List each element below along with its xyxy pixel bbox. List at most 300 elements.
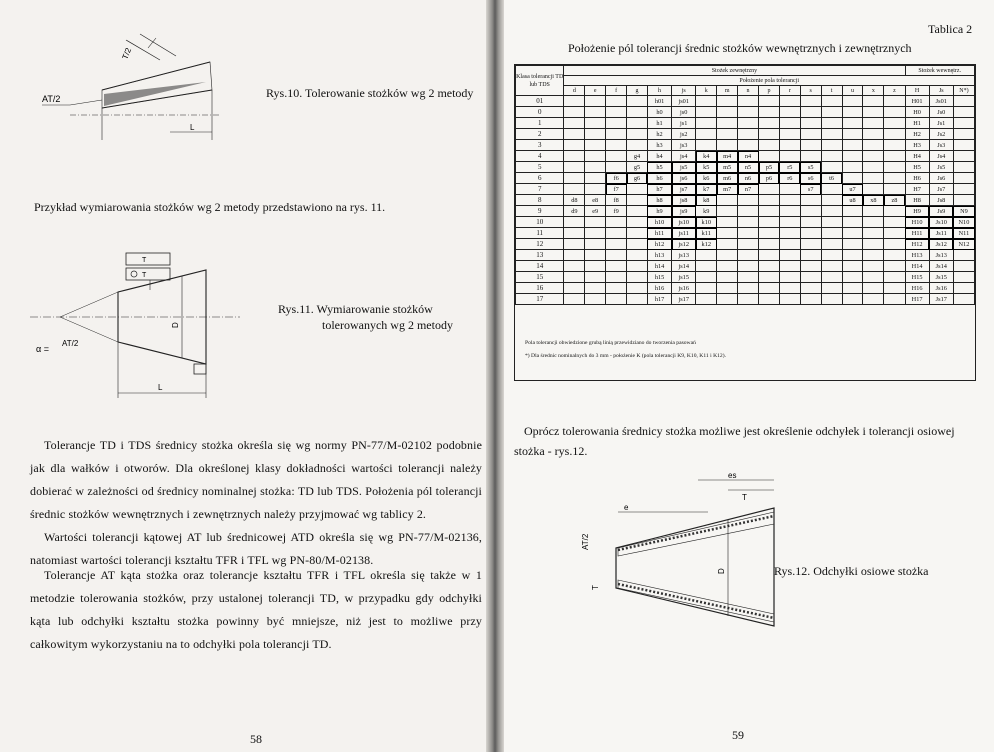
- table-cell: [627, 107, 648, 118]
- table-cell: n5: [738, 162, 759, 173]
- table-col-header: r: [779, 86, 800, 96]
- table-cell: [953, 162, 974, 173]
- table-cell: [821, 118, 842, 129]
- book-gutter: [486, 0, 504, 752]
- table-cell: k7: [696, 184, 717, 195]
- table-cell: [564, 173, 585, 184]
- table-cell: [863, 173, 884, 184]
- table-cell: m6: [717, 173, 738, 184]
- table-cell: N10: [953, 217, 974, 228]
- table-row: [516, 217, 975, 228]
- table-cell: [953, 261, 974, 272]
- table-cell: h17: [647, 294, 671, 305]
- table-cell: [779, 140, 800, 151]
- table-cell: r5: [779, 162, 800, 173]
- table-cell: [627, 118, 648, 129]
- table-cell: js16: [672, 283, 696, 294]
- table-cell: [717, 239, 738, 250]
- table-cell: h11: [647, 228, 671, 239]
- table-cell: n4: [738, 151, 759, 162]
- table-cell: [821, 239, 842, 250]
- table-cell: [585, 294, 606, 305]
- table-cell: [564, 217, 585, 228]
- fig10-caption: Rys.10. Tolerowanie stożków wg 2 metody: [266, 86, 474, 100]
- table-cell: [585, 217, 606, 228]
- table-cell: t6: [821, 173, 842, 184]
- table-cell: [627, 184, 648, 195]
- table-cell: Js14: [929, 261, 953, 272]
- right-page: [498, 0, 994, 752]
- fig12-ei-label: e: [624, 503, 629, 512]
- table-cell: [863, 228, 884, 239]
- table-cell: [863, 129, 884, 140]
- page-number-left: 58: [250, 732, 262, 746]
- table-cell: N12: [953, 239, 974, 250]
- table-cell: [863, 96, 884, 107]
- table-cell: p6: [759, 173, 780, 184]
- table-cell: H4: [905, 151, 929, 162]
- table-cell: [821, 129, 842, 140]
- table-cell: [800, 283, 821, 294]
- table-cell: h0: [647, 107, 671, 118]
- table-cell: [953, 173, 974, 184]
- table-cell: [953, 294, 974, 305]
- table-cell: [779, 272, 800, 283]
- table-cell: [717, 195, 738, 206]
- table-cell: [717, 129, 738, 140]
- table-cell: [759, 250, 780, 261]
- table-cell: [627, 261, 648, 272]
- fig12-tze-label: T: [742, 493, 747, 502]
- table-cell: [884, 184, 905, 195]
- table-cell: e9: [585, 206, 606, 217]
- table-cell: [953, 118, 974, 129]
- table-row: [516, 239, 975, 250]
- table-cell: H3: [905, 140, 929, 151]
- table-cell: [696, 250, 717, 261]
- table-cell: [627, 217, 648, 228]
- table-cell: [564, 272, 585, 283]
- paragraph-2: Wartości tolerancji kątowej AT lub średnicowej ATD określa się wg PN-77/M-02136, natomiast wartości tolerancji kształtu TFR i TFL wg PN-80/M-02138.: [30, 530, 482, 567]
- table-row-klasa: 16: [516, 283, 564, 294]
- table-cell: [759, 129, 780, 140]
- fig12-tz-label: T: [591, 585, 600, 590]
- table-frame: [514, 64, 976, 381]
- table-row: [516, 228, 975, 239]
- fig11-d-label: D: [171, 322, 180, 328]
- table-cell: H8: [905, 195, 929, 206]
- table-cell: u8: [842, 195, 863, 206]
- table-cell: [759, 283, 780, 294]
- table-cell: [759, 261, 780, 272]
- table-cell: h13: [647, 250, 671, 261]
- table-row-klasa: 4: [516, 151, 564, 162]
- table-cell: h1: [647, 118, 671, 129]
- table-cell: d8: [564, 195, 585, 206]
- table-cell: H13: [905, 250, 929, 261]
- fig10-t-half-label: T/2: [120, 46, 134, 61]
- table-col-header: s: [800, 86, 821, 96]
- table-cell: [585, 118, 606, 129]
- table-cell: Js13: [929, 250, 953, 261]
- table-cell: [627, 195, 648, 206]
- table-cell: [953, 184, 974, 195]
- table-cell: [842, 250, 863, 261]
- table-cell: [884, 129, 905, 140]
- table-cell: [800, 140, 821, 151]
- table-cell: js13: [672, 250, 696, 261]
- table-cell: [606, 118, 627, 129]
- table-cell: h01: [647, 96, 671, 107]
- table-cell: [759, 206, 780, 217]
- table-row: [516, 283, 975, 294]
- table-row-klasa: 17: [516, 294, 564, 305]
- left-page: [0, 0, 496, 752]
- fig12-d-label: D: [717, 568, 726, 574]
- table-cell: [842, 294, 863, 305]
- table-cell: [821, 294, 842, 305]
- table-row: [516, 206, 975, 217]
- table-row: [516, 140, 975, 151]
- table-cell: [585, 151, 606, 162]
- table-cell: [884, 162, 905, 173]
- table-cell: [564, 107, 585, 118]
- table-cell: [779, 151, 800, 162]
- table-row: [516, 162, 975, 173]
- table-cell: [800, 151, 821, 162]
- table-cell: [842, 173, 863, 184]
- table-cell: [717, 250, 738, 261]
- table-cell: [738, 206, 759, 217]
- table-row: [516, 107, 975, 118]
- table-cell: [842, 272, 863, 283]
- table-cell: [564, 228, 585, 239]
- table-cell: [842, 129, 863, 140]
- table-cell: [842, 107, 863, 118]
- table-cell: H10: [905, 217, 929, 228]
- table-cell: [800, 272, 821, 283]
- table-cell: [717, 283, 738, 294]
- table-cell: [800, 217, 821, 228]
- table-cell: e8: [585, 195, 606, 206]
- table-cell: [606, 283, 627, 294]
- table-cell: [821, 162, 842, 173]
- fig11-caption-line2: tolerowanych wg 2 metody: [322, 318, 453, 332]
- table-cell: [696, 118, 717, 129]
- table-cell: [863, 162, 884, 173]
- table-subheader: Położenie pola tolerancji: [564, 76, 975, 86]
- table-cell: H11: [905, 228, 929, 239]
- table-cell: h8: [647, 195, 671, 206]
- table-cell: [627, 250, 648, 261]
- table-cell: [627, 140, 648, 151]
- fig11-frame1-label: T: [142, 257, 147, 264]
- table-cell: [821, 206, 842, 217]
- table-cell: [585, 140, 606, 151]
- table-cell: [696, 140, 717, 151]
- table-cell: H1: [905, 118, 929, 129]
- table-cell: [585, 239, 606, 250]
- table-cell: Js15: [929, 272, 953, 283]
- table-cell: [759, 217, 780, 228]
- table-cell: [606, 162, 627, 173]
- table-cell: [738, 107, 759, 118]
- table-cell: [585, 129, 606, 140]
- table-cell: [779, 184, 800, 195]
- table-cell: [759, 96, 780, 107]
- table-cell: H2: [905, 129, 929, 140]
- table-cell: [863, 283, 884, 294]
- table-cell: [585, 261, 606, 272]
- table-title: Położenie pól tolerancji średnic stożków wewnętrznych i zewnętrznych: [568, 41, 912, 55]
- table-cell: [627, 239, 648, 250]
- table-cell: [564, 151, 585, 162]
- table-cell: k8: [696, 195, 717, 206]
- table-cell: js01: [672, 96, 696, 107]
- table-col-header: x: [863, 86, 884, 96]
- table-cell: [842, 96, 863, 107]
- tolerance-table: [515, 65, 975, 305]
- table-cell: [863, 151, 884, 162]
- page-number-right: 59: [732, 728, 744, 742]
- fig12-at-label: AT/2: [581, 533, 590, 550]
- table-cell: Js11: [929, 228, 953, 239]
- table-cell: [779, 283, 800, 294]
- table-row-klasa: 14: [516, 261, 564, 272]
- table-col-header: H: [905, 86, 929, 96]
- table-cell: js7: [672, 184, 696, 195]
- table-cell: h2: [647, 129, 671, 140]
- table-col-header: N*): [953, 86, 974, 96]
- table-cell: [738, 261, 759, 272]
- table-cell: Js3: [929, 140, 953, 151]
- table-cell: [779, 294, 800, 305]
- table-cell: h12: [647, 239, 671, 250]
- table-cell: [696, 272, 717, 283]
- table-row-klasa: 13: [516, 250, 564, 261]
- table-row: [516, 173, 975, 184]
- table-cell: [606, 107, 627, 118]
- table-cell: [821, 283, 842, 294]
- table-cell: [759, 294, 780, 305]
- table-cell: [800, 118, 821, 129]
- table-cell: [606, 239, 627, 250]
- table-cell: [821, 217, 842, 228]
- table-cell: N11: [953, 228, 974, 239]
- table-cell: js10: [672, 217, 696, 228]
- table-cell: [800, 250, 821, 261]
- table-row-klasa: 12: [516, 239, 564, 250]
- table-cell: [863, 261, 884, 272]
- table-cell: g5: [627, 162, 648, 173]
- paragraph-3: Tolerancje AT kąta stożka oraz tolerancje kształtu TFR i TFL określa się także w 1 metodzie tolerowania stożków, przy ustalonej tolerancji TD, w przypadku gdy odchyłki kąta lub odchyłki kształtu stożka powinny być mniejsze, niż jest to możliwe przy całkowitym wykorzystaniu na to odchyłki pola tolerancji TD.: [30, 568, 482, 651]
- table-cell: [564, 140, 585, 151]
- table-cell: [738, 228, 759, 239]
- table-row: [516, 118, 975, 129]
- table-cell: [821, 184, 842, 195]
- table-cell: [759, 272, 780, 283]
- table-cell: [717, 272, 738, 283]
- table-cell: h7: [647, 184, 671, 195]
- table-row: [516, 250, 975, 261]
- table-cell: [863, 272, 884, 283]
- fig10-at-label: AT/2: [42, 94, 61, 104]
- table-cell: Js1: [929, 118, 953, 129]
- table-cell: [884, 294, 905, 305]
- table-cell: [717, 118, 738, 129]
- fig11-frame2-label: T: [142, 272, 147, 279]
- fig12-caption: Rys.12. Odchyłki osiowe stożka: [774, 564, 929, 578]
- table-cell: [627, 294, 648, 305]
- table-cell: [717, 107, 738, 118]
- table-cell: [953, 250, 974, 261]
- table-cell: [842, 206, 863, 217]
- table-cell: Js8: [929, 195, 953, 206]
- table-cell: [564, 118, 585, 129]
- table-cell: [696, 294, 717, 305]
- table-cell: h5: [647, 162, 671, 173]
- table-cell: [821, 228, 842, 239]
- table-cell: k12: [696, 239, 717, 250]
- table-cell: [717, 140, 738, 151]
- table-row-klasa: 0: [516, 107, 564, 118]
- table-cell: [863, 206, 884, 217]
- table-row-klasa: 01: [516, 96, 564, 107]
- table-cell: [585, 228, 606, 239]
- table-cell: [863, 184, 884, 195]
- table-cell: [884, 272, 905, 283]
- table-cell: [884, 206, 905, 217]
- table-cell: [564, 294, 585, 305]
- table-cell: h15: [647, 272, 671, 283]
- table-cell: [759, 151, 780, 162]
- table-cell: [606, 261, 627, 272]
- table-cell: s6: [800, 173, 821, 184]
- table-cell: js11: [672, 228, 696, 239]
- table-col-header: n: [738, 86, 759, 96]
- table-row: [516, 261, 975, 272]
- table-col-header: h: [647, 86, 671, 96]
- table-cell: [738, 272, 759, 283]
- table-cell: [800, 129, 821, 140]
- table-cell: js0: [672, 107, 696, 118]
- table-row-klasa: 8: [516, 195, 564, 206]
- table-cell: [884, 261, 905, 272]
- table-cell: [738, 239, 759, 250]
- table-cell: h4: [647, 151, 671, 162]
- table-cell: N9: [953, 206, 974, 217]
- table-cell: s5: [800, 162, 821, 173]
- table-cell: n6: [738, 173, 759, 184]
- table-col-header: p: [759, 86, 780, 96]
- table-cell: Js10: [929, 217, 953, 228]
- table-cell: js17: [672, 294, 696, 305]
- table-cell: [696, 129, 717, 140]
- table-cell: f7: [606, 184, 627, 195]
- table-header-klasa: Klasa tolerancji TD lub TDS: [516, 66, 564, 96]
- table-cell: [842, 239, 863, 250]
- table-cell: [953, 272, 974, 283]
- table-cell: h9: [647, 206, 671, 217]
- paragraph-1: Tolerancje TD i TDS średnicy stożka określa się wg normy PN-77/M-02102 podobnie jak dla wałków i otworów. Dla określonej klasy dokładności wartości tolerancji należy dobierać w zależności od średnicy nominalnej stożka: TD lub TDS. Położenia pól tolerancji średnic stożków wewnętrznych i zewnętrznych należy przyjmować wg tablicy 2.: [30, 438, 482, 521]
- fig12-es-label: es: [728, 471, 737, 480]
- table-cell: [953, 283, 974, 294]
- table-note-2: *) Dla średnic nominalnych do 3 mm - położenie K (pola tolerancji K9, K10, K11 i K12).: [525, 353, 726, 359]
- table-cell: [585, 107, 606, 118]
- table-header-ext: Stożek zewnętrzny: [564, 66, 905, 76]
- paragraph-right-line2: stożka - rys.12.: [514, 444, 588, 458]
- table-cell: [800, 107, 821, 118]
- table-cell: [821, 195, 842, 206]
- table-row: [516, 129, 975, 140]
- table-col-header: Js: [929, 86, 953, 96]
- table-cell: m5: [717, 162, 738, 173]
- table-cell: js6: [672, 173, 696, 184]
- table-cell: k4: [696, 151, 717, 162]
- table-cell: u7: [842, 184, 863, 195]
- table-cell: [779, 195, 800, 206]
- table-row: [516, 294, 975, 305]
- table-cell: [717, 261, 738, 272]
- table-cell: [842, 151, 863, 162]
- table-cell: m4: [717, 151, 738, 162]
- table-col-header: t: [821, 86, 842, 96]
- table-row-klasa: 10: [516, 217, 564, 228]
- table-cell: k5: [696, 162, 717, 173]
- table-col-header: g: [627, 86, 648, 96]
- table-cell: [884, 239, 905, 250]
- table-col-header: js: [672, 86, 696, 96]
- table-cell: Js17: [929, 294, 953, 305]
- table-cell: [738, 118, 759, 129]
- table-row-klasa: 3: [516, 140, 564, 151]
- table-cell: js9: [672, 206, 696, 217]
- table-cell: H15: [905, 272, 929, 283]
- table-cell: g6: [627, 173, 648, 184]
- table-cell: h6: [647, 173, 671, 184]
- table-cell: [606, 217, 627, 228]
- table-cell: [884, 140, 905, 151]
- table-cell: [696, 261, 717, 272]
- table-cell: [863, 250, 884, 261]
- table-cell: [738, 250, 759, 261]
- table-cell: [585, 173, 606, 184]
- table-cell: js15: [672, 272, 696, 283]
- table-cell: [564, 239, 585, 250]
- table-cell: [842, 118, 863, 129]
- table-cell: [842, 162, 863, 173]
- table-cell: h10: [647, 217, 671, 228]
- table-cell: H14: [905, 261, 929, 272]
- table-cell: f8: [606, 195, 627, 206]
- table-row-klasa: 15: [516, 272, 564, 283]
- table-cell: H0: [905, 107, 929, 118]
- table-cell: [738, 96, 759, 107]
- table-cell: H9: [905, 206, 929, 217]
- table-cell: m7: [717, 184, 738, 195]
- fig11-frac-label: AT/2: [62, 339, 79, 348]
- table-cell: [759, 107, 780, 118]
- table-cell: [717, 217, 738, 228]
- table-row-klasa: 2: [516, 129, 564, 140]
- table-cell: [800, 239, 821, 250]
- table-cell: [779, 107, 800, 118]
- table-cell: [606, 129, 627, 140]
- table-cell: js1: [672, 118, 696, 129]
- example-text: Przykład wymiarowania stożków wg 2 metody przedstawiono na rys. 11.: [34, 200, 386, 214]
- table-cell: [717, 96, 738, 107]
- table-cell: [606, 272, 627, 283]
